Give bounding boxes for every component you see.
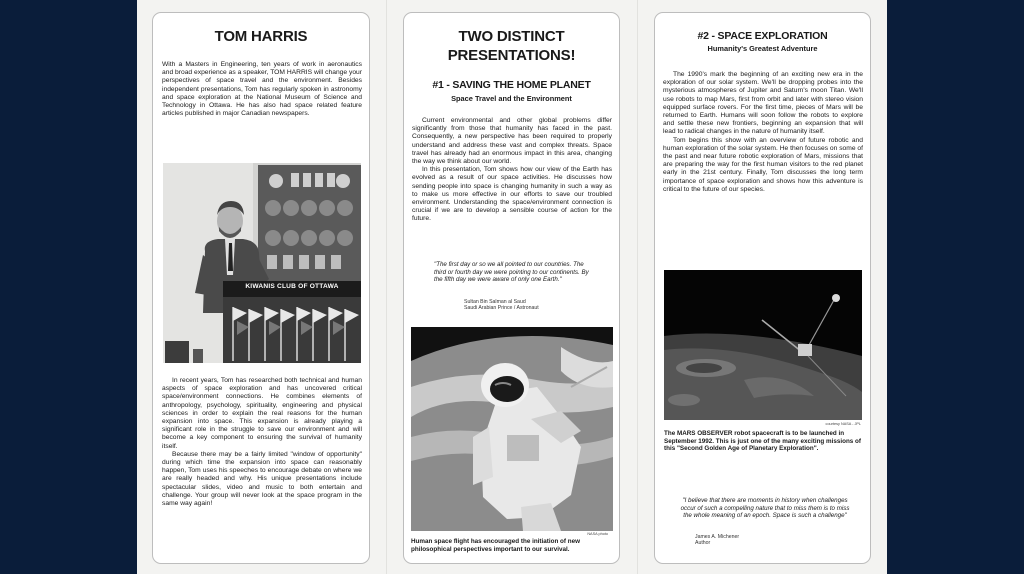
quote-author: Sultan Bin Salman al Saud [464, 299, 526, 305]
bio-paragraph-1: In recent years, Tom has researched both technical and human aspects of space exploration and has uncovered critical space/environment connections. He combines elements of anthropology, psychology, spirituality, engineering and physical sciences in order to explain the real reasons for the human expansion into space. This expansion is already playing a significant role in the struggle to save our environment and will become a key component to ensuring the survival of humanity itself. [162, 377, 362, 450]
panel-title-line-1: TWO DISTINCT [458, 28, 565, 45]
astronaut-photo-drawing [411, 327, 613, 531]
intro-text: With a Masters in Engineering, ten years of work in aeronautics and broad experience as a speaker, TOM HARRIS will change your perspectives of space travel and the environment. Besides independent presentations, Tom has regularly spoken in astronomy and space exploration at the National Museum of Science and Technology in Ottawa. He has also had space related feature articles published in major Canadian newspapers. [162, 61, 362, 118]
presentation-2-paragraph-2: Tom begins this show with an overview of future robotic and human exploration of the solar system. He then focuses on some of the past and near future robotic exploration of Mars, missions that are preparing the way for the first human visitors to the red planet early in the 21st century. Finally, Tom discusses the long term importance of space exploration and shows how this adventure is critical to the future of our species. [663, 136, 863, 193]
panel-title-line-2: PRESENTATIONS! [447, 47, 576, 64]
michener-quote: "I believe that there are moments in history when challenges occur of such a compelling nature that to miss them is to miss the whole meaning of an epoch. Space is such a challenge" [680, 497, 850, 520]
presentation-1-paragraph-1: Current environmental and other global problems differ significantly from those that humanity has faced in the past. Consequently, a new perspective has been required to properly understand and address these vast and complex threats. Space travel has already had an enormous impact in this area, changing the way we think about our world. [412, 117, 612, 166]
panel-title [404, 27, 619, 65]
panel-presentations [403, 12, 620, 564]
bio-paragraph-2: Because there may be a fairly limited "window of opportunity" during which time the expansion into space can reasonably happen, Tom uses his speeches to encourage debate on where we are really headed and why. His unique presentations include spectacular slides, video and music to both entertain and challenge. Your group will never look at the space program in the same way again! [162, 450, 362, 508]
quote-author: James A. Michener [695, 534, 740, 540]
photo-credit: courtesy NASA - JPL [825, 422, 861, 426]
quote-author-title: Author [695, 540, 711, 547]
fold-line [637, 0, 638, 574]
quote-author-title: Saudi Arabian Prince / Astronaut [464, 305, 539, 312]
presentation-1-paragraph-2: In this presentation, Tom shows how our view of the Earth has evolved as a result of our space activities. He discusses how sending people into space is changing humanity in such a way as to make us more effective in our efforts to save our troubled environment. Understanding the space/environment connection is crucial if we are to develop a sensible course of action for the future. [412, 166, 612, 223]
astronaut-photo [411, 327, 613, 531]
speaker-photo [163, 163, 361, 363]
speaker-photo-drawing [163, 163, 361, 363]
presentation-1-subheading: Space Travel and the Environment [451, 94, 572, 103]
presentation-2-paragraph-1: The 1990's mark the beginning of an exciting new era in the exploration of our solar system. We'll be dropping probes into the mysterious atmospheres of Jupiter and Saturn's moon Titan. We'll use robots to map Mars, first from orbit and later with stereo vision equipped surface rovers. For the first time, pieces of Mars will be returned to Earth. Humans will soon follow the robots to explore and settle these new frontiers, beginning an expansion that will lead to radical changes in the nature of humanity itself. [663, 71, 863, 136]
quote-attribution [695, 534, 835, 547]
panel-tom-harris [152, 12, 370, 564]
photo-banner-label: KIWANIS CLUB OF OTTAWA [245, 283, 339, 290]
mars-observer-photo [664, 270, 862, 420]
presentation-2-text [663, 71, 863, 194]
mars-observer-caption: The MARS OBSERVER robot spacecraft is to be launched in September 1992. This is just one of the many exciting missions of this "Second Golden Age of Planetary Exploration". [664, 430, 862, 453]
presentation-1-text [412, 117, 612, 224]
astronaut-photo-caption: Human space flight has encouraged the initiation of new philosophical perspectives important to our survival. [411, 538, 580, 553]
panel-space-exploration [654, 12, 871, 564]
photo-credit: NASA photo [587, 532, 608, 536]
mars-observer-photo-drawing [664, 270, 862, 420]
fold-line [386, 0, 387, 574]
astronaut-quote: "The first day or so we all pointed to our countries. The third or fourth day we were pointing to our continents. By the fifth day we were aware of only one Earth." [434, 261, 589, 284]
quote-attribution [464, 299, 604, 312]
presentation-2-subheading: Humanity's Greatest Adventure [707, 44, 818, 53]
bio-text [162, 377, 362, 508]
presentation-1-heading: #1 - SAVING THE HOME PLANET [432, 79, 591, 91]
panel-title: TOM HARRIS [214, 28, 308, 45]
presentation-2-heading: #2 - SPACE EXPLORATION [697, 30, 828, 42]
